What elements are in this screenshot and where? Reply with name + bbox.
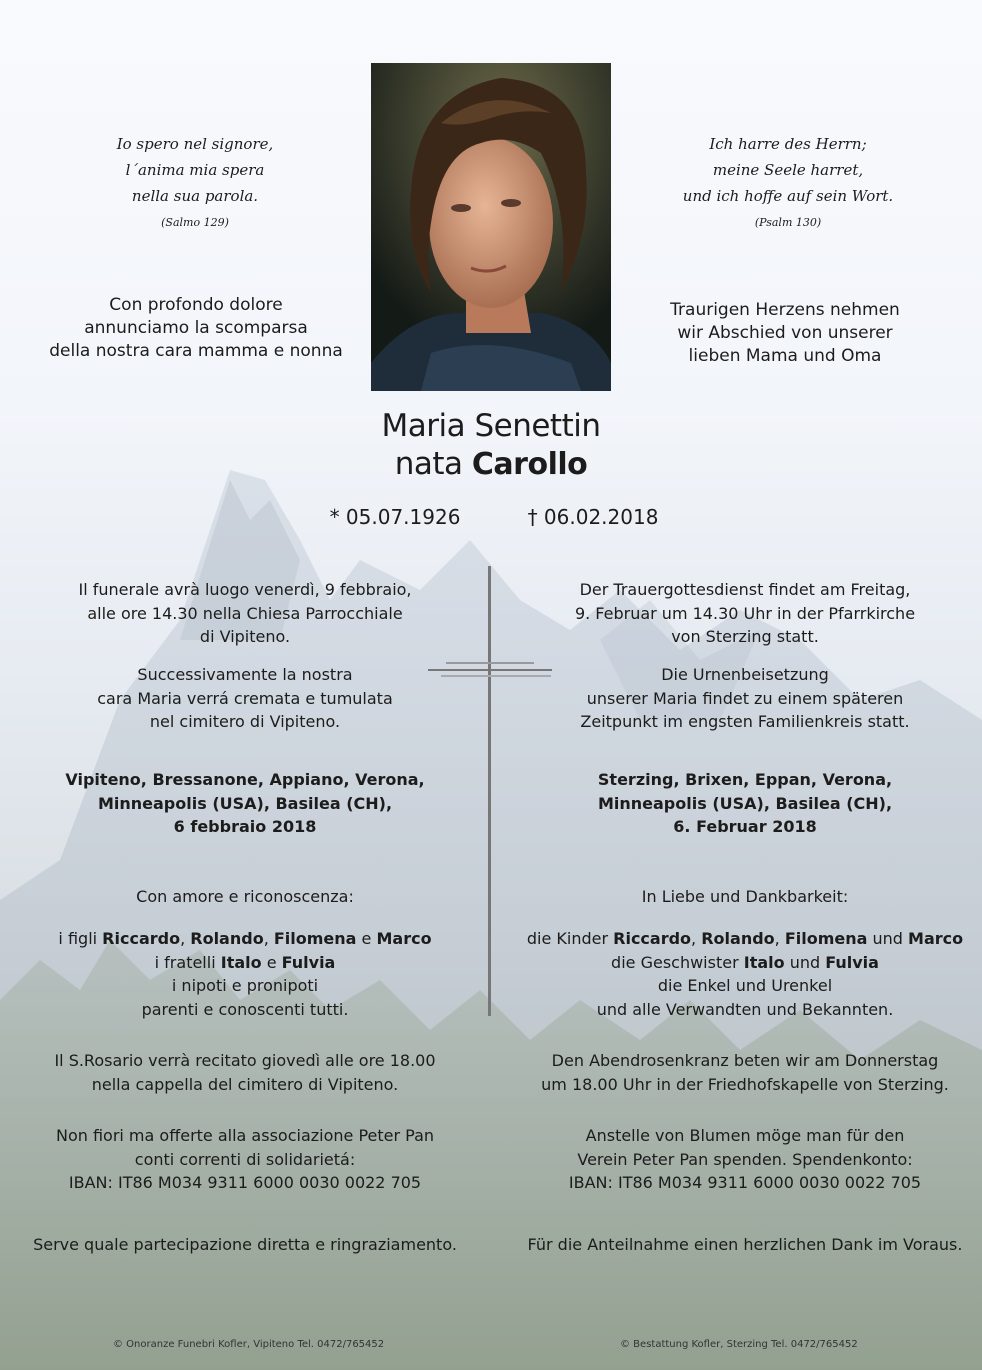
intro-line: lieben Mama und Oma <box>688 346 882 366</box>
quote-source: (Psalm 130) <box>754 216 822 229</box>
child-name: Marco <box>376 929 432 948</box>
text-line: Minneapolis (USA), Basilea (CH), <box>597 793 893 813</box>
sibling-name: Fulvia <box>281 952 336 972</box>
places-german <box>530 768 960 839</box>
donations-italian <box>30 1124 460 1195</box>
text-line: 6 febbraio 2018 <box>173 817 317 836</box>
text-line: Anstelle von Blumen möge man für den <box>585 1126 905 1145</box>
text-line: Die Urnenbeisetzung <box>661 665 829 684</box>
born-prefix: nata <box>394 446 463 482</box>
text-line: conti correnti di solidarietá: <box>134 1149 356 1169</box>
family-line: und alle Verwandten und Bekannten. <box>596 999 894 1019</box>
text-line: Non fiori ma offerte alla associazione Peter Pan <box>55 1126 435 1145</box>
thanks-intro-italian: Con amore e riconoscenza: <box>136 887 354 906</box>
intro-line: wir Abschied von unserer <box>677 323 893 343</box>
text: i fratelli <box>154 952 221 972</box>
text-line: unserer Maria findet zu einem späteren <box>586 688 904 708</box>
sibling-name: Fulvia <box>825 952 879 972</box>
text-line: 9. Februar um 14.30 Uhr in der Pfarrkirche <box>574 603 916 623</box>
funeral-german <box>530 578 960 649</box>
text-line: Minneapolis (USA), Basilea (CH), <box>97 793 393 813</box>
text-line: Il S.Rosario verrà recitato giovedì alle ore 18.00 <box>54 1051 436 1070</box>
intro-line: Con profondo dolore <box>109 295 283 315</box>
child-name: Filomena <box>273 929 357 948</box>
death-date: † 06.02.2018 <box>527 505 659 529</box>
quote-line: Ich harre des Herrn; <box>709 135 867 153</box>
sibling-name: Italo <box>743 952 785 972</box>
cross-vertical <box>488 566 491 1016</box>
quote-line: meine Seele harret, <box>712 161 864 179</box>
closing-italian: Serve quale partecipazione diretta e ringraziamento. <box>33 1235 457 1254</box>
family-line: i nipoti e pronipoti <box>171 976 319 995</box>
text: , <box>180 929 191 948</box>
text-line: nella cappella del cimitero di Vipiteno. <box>91 1074 399 1094</box>
text-line: Zeitpunkt im engsten Familienkreis statt. <box>580 712 910 731</box>
thanks-intro-german: In Liebe und Dankbarkeit: <box>641 887 849 906</box>
birth-date: * 05.07.1926 <box>329 505 461 529</box>
sibling-name: Italo <box>220 952 262 972</box>
family-italian <box>40 927 450 1021</box>
text-line: cara Maria verrá cremata e tumulata <box>97 688 393 708</box>
text: und <box>867 929 909 948</box>
quote-german <box>648 131 928 231</box>
cremation-german <box>530 663 960 734</box>
family-line-children <box>40 927 450 951</box>
text: e <box>356 929 377 948</box>
text: e <box>261 952 282 972</box>
family-line-siblings <box>520 951 970 975</box>
text-line: Der Trauergottesdienst findet am Freitag, <box>579 580 911 599</box>
child-name: Marco <box>908 929 964 948</box>
text: , <box>774 929 785 948</box>
text-line: IBAN: IT86 M034 9311 6000 0030 0022 705 <box>568 1173 922 1192</box>
text: , <box>263 929 274 948</box>
text: , <box>691 929 702 948</box>
text-line: di Vipiteno. <box>199 627 291 646</box>
text: und <box>784 952 826 972</box>
child-name: Rolando <box>190 929 264 948</box>
text-line: Successivamente la nostra <box>137 665 353 684</box>
family-line-children <box>520 927 970 951</box>
quote-source: (Salmo 129) <box>161 216 229 229</box>
places-italian <box>40 768 450 839</box>
child-name: Riccardo <box>102 929 181 948</box>
text-line: Verein Peter Pan spenden. Spendenkonto: <box>577 1149 913 1169</box>
intro-line: Traurigen Herzens nehmen <box>670 300 900 320</box>
funeral-italian <box>40 578 450 649</box>
rosary-german <box>510 1049 980 1096</box>
cross-horizontal <box>446 662 534 664</box>
text-line: IBAN: IT86 M034 9311 6000 0030 0022 705 <box>68 1173 422 1192</box>
text-line: Il funerale avrà luogo venerdì, 9 febbraio, <box>78 580 412 599</box>
closing-german: Für die Anteilnahme einen herzlichen Dank im Voraus. <box>527 1235 963 1254</box>
intro-italian <box>40 294 352 363</box>
quote-line: und ich hoffe auf sein Wort. <box>682 187 894 205</box>
maiden-name: Carollo <box>471 447 588 482</box>
intro-line: annunciamo la scomparsa <box>84 318 308 338</box>
family-line: parenti e conoscenti tutti. <box>141 999 349 1019</box>
family-german <box>520 927 970 1021</box>
family-line: die Enkel und Urenkel <box>657 976 833 995</box>
cremation-italian <box>40 663 450 734</box>
donations-german <box>520 1124 970 1195</box>
quote-line: l´anima mia spera <box>125 161 265 179</box>
text: die Geschwister <box>611 952 744 972</box>
text: die Kinder <box>526 929 614 948</box>
text-line: von Sterzing statt. <box>671 627 819 646</box>
child-name: Filomena <box>784 929 868 948</box>
footer-german: © Bestattung Kofler, Sterzing Tel. 0472/765452 <box>620 1339 858 1350</box>
child-name: Rolando <box>701 929 775 948</box>
intro-line: della nostra cara mamma e nonna <box>49 341 343 361</box>
text-line: alle ore 14.30 nella Chiesa Parrocchiale <box>87 603 403 623</box>
family-line-siblings <box>40 951 450 975</box>
portrait-photo <box>371 63 611 391</box>
text-line: um 18.00 Uhr in der Friedhofskapelle von Sterzing. <box>541 1074 949 1094</box>
text-line: Den Abendrosenkranz beten wir am Donnerstag <box>551 1051 939 1070</box>
rosary-italian <box>40 1049 450 1096</box>
maiden-name-line <box>291 445 691 484</box>
text-line: 6. Februar 2018 <box>673 817 817 836</box>
footer-italian: © Onoranze Funebri Kofler, Vipiteno Tel. 0472/765452 <box>113 1339 385 1350</box>
deceased-name: Maria Senettin <box>381 408 601 444</box>
text-line: Vipiteno, Bressanone, Appiano, Verona, <box>65 770 425 789</box>
quote-line: Io spero nel signore, <box>116 135 274 153</box>
child-name: Riccardo <box>613 929 692 948</box>
text-line: nel cimitero di Vipiteno. <box>149 712 341 731</box>
text: i figli <box>58 929 103 948</box>
quote-line: nella sua parola. <box>131 187 259 205</box>
quote-italian <box>70 131 320 231</box>
text-line: Sterzing, Brixen, Eppan, Verona, <box>597 770 893 789</box>
deceased-name-block <box>291 407 691 484</box>
intro-german <box>640 299 930 368</box>
